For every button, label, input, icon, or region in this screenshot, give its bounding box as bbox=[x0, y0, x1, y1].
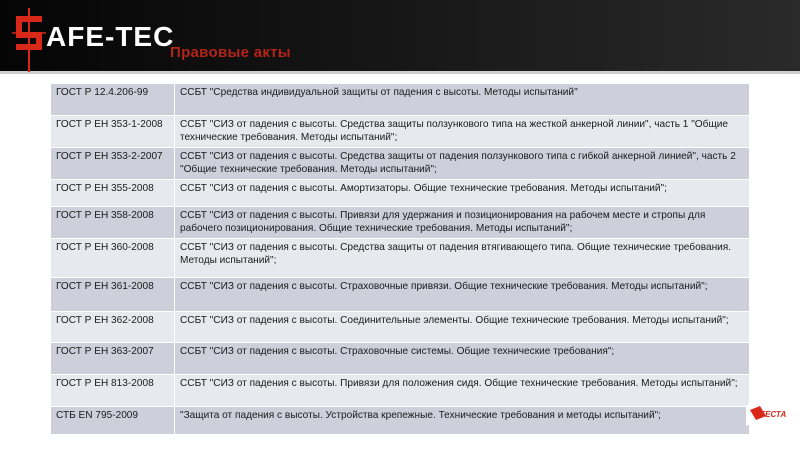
table-row bbox=[51, 406, 750, 434]
standard-title-cell: ССБТ "СИЗ от падения с высоты. Привязи для удержания и позиционирования на рабочем месте и стропы для рабочего позиционирования. Общие технические требования. Методы испытаний"; bbox=[175, 206, 750, 238]
table-row bbox=[51, 311, 750, 342]
standard-code-cell: ГОСТ Р ЕН 360-2008 bbox=[51, 238, 175, 277]
standard-title-cell: ССБТ "СИЗ от падения с высоты. Страховочные системы. Общие технические требования"; bbox=[175, 342, 750, 374]
table-row bbox=[51, 116, 750, 148]
table-row bbox=[51, 84, 750, 116]
safe-tec-logo bbox=[12, 6, 212, 78]
standard-title-cell: "Защита от падения с высоты. Устройства крепежные. Технические требования и методы испытаний"; bbox=[175, 406, 750, 434]
protesta-logo bbox=[744, 398, 800, 428]
table-row bbox=[51, 374, 750, 406]
standard-code-cell: ГОСТ Р ЕН 361-2008 bbox=[51, 277, 175, 311]
logo-text: AFE-TEC bbox=[46, 21, 175, 52]
standard-code-cell: ГОСТ Р ЕН 813-2008 bbox=[51, 374, 175, 406]
table-row bbox=[51, 238, 750, 277]
standard-title-cell: ССБТ "СИЗ от падения с высоты. Привязи для положения сидя. Общие технические требования. Методы испытаний"; bbox=[175, 374, 750, 406]
standard-title-cell: ССБТ "СИЗ от падения с высоты. Средства защиты от падения втягивающего типа. Общие технические требования. Методы испытаний"; bbox=[175, 238, 750, 277]
standard-code-cell: ГОСТ Р ЕН 355-2008 bbox=[51, 179, 175, 206]
table-row bbox=[51, 342, 750, 374]
table-row bbox=[51, 147, 750, 179]
standard-title-cell: ССБТ "СИЗ от падения с высоты. Средства защиты от падения ползункового типа с гибкой анкерной линией", часть 2 "Общие технические требования. Методы испытаний"; bbox=[175, 147, 750, 179]
standard-title-cell: ССБТ "СИЗ от падения с высоты. Средства защиты ползункового типа на жесткой анкерной линии", часть 1 "Общие технические требования. Методы испытаний"; bbox=[175, 116, 750, 148]
standard-code-cell: ГОСТ Р ЕН 363-2007 bbox=[51, 342, 175, 374]
table-row bbox=[51, 206, 750, 238]
page-title: Правовые акты bbox=[170, 44, 291, 61]
standards-table-container bbox=[50, 83, 749, 435]
table-row bbox=[51, 179, 750, 206]
standard-code-cell: ГОСТ Р ЕН 353-2-2007 bbox=[51, 147, 175, 179]
standard-code-cell: ГОСТ Р 12.4.206-99 bbox=[51, 84, 175, 116]
standards-table bbox=[50, 83, 750, 435]
standard-code-cell: ГОСТ Р ЕН 362-2008 bbox=[51, 311, 175, 342]
standard-code-cell: СТБ EN 795-2009 bbox=[51, 406, 175, 434]
svg-text:ОТЕСТА: ОТЕСТА bbox=[754, 410, 787, 419]
standard-code-cell: ГОСТ Р ЕН 358-2008 bbox=[51, 206, 175, 238]
table-row bbox=[51, 277, 750, 311]
standard-title-cell: ССБТ "СИЗ от падения с высоты. Страховочные привязи. Общие технические требования. Методы испытаний"; bbox=[175, 277, 750, 311]
standard-title-cell: ССБТ "СИЗ от падения с высоты. Амортизаторы. Общие технические требования. Методы испытаний"; bbox=[175, 179, 750, 206]
standard-code-cell: ГОСТ Р ЕН 353-1-2008 bbox=[51, 116, 175, 148]
standard-title-cell: ССБТ "СИЗ от падения с высоты. Соединительные элементы. Общие технические требования. Методы испытаний"; bbox=[175, 311, 750, 342]
standard-title-cell: ССБТ "Средства индивидуальной защиты от падения с высоты. Методы испытаний" bbox=[175, 84, 750, 116]
